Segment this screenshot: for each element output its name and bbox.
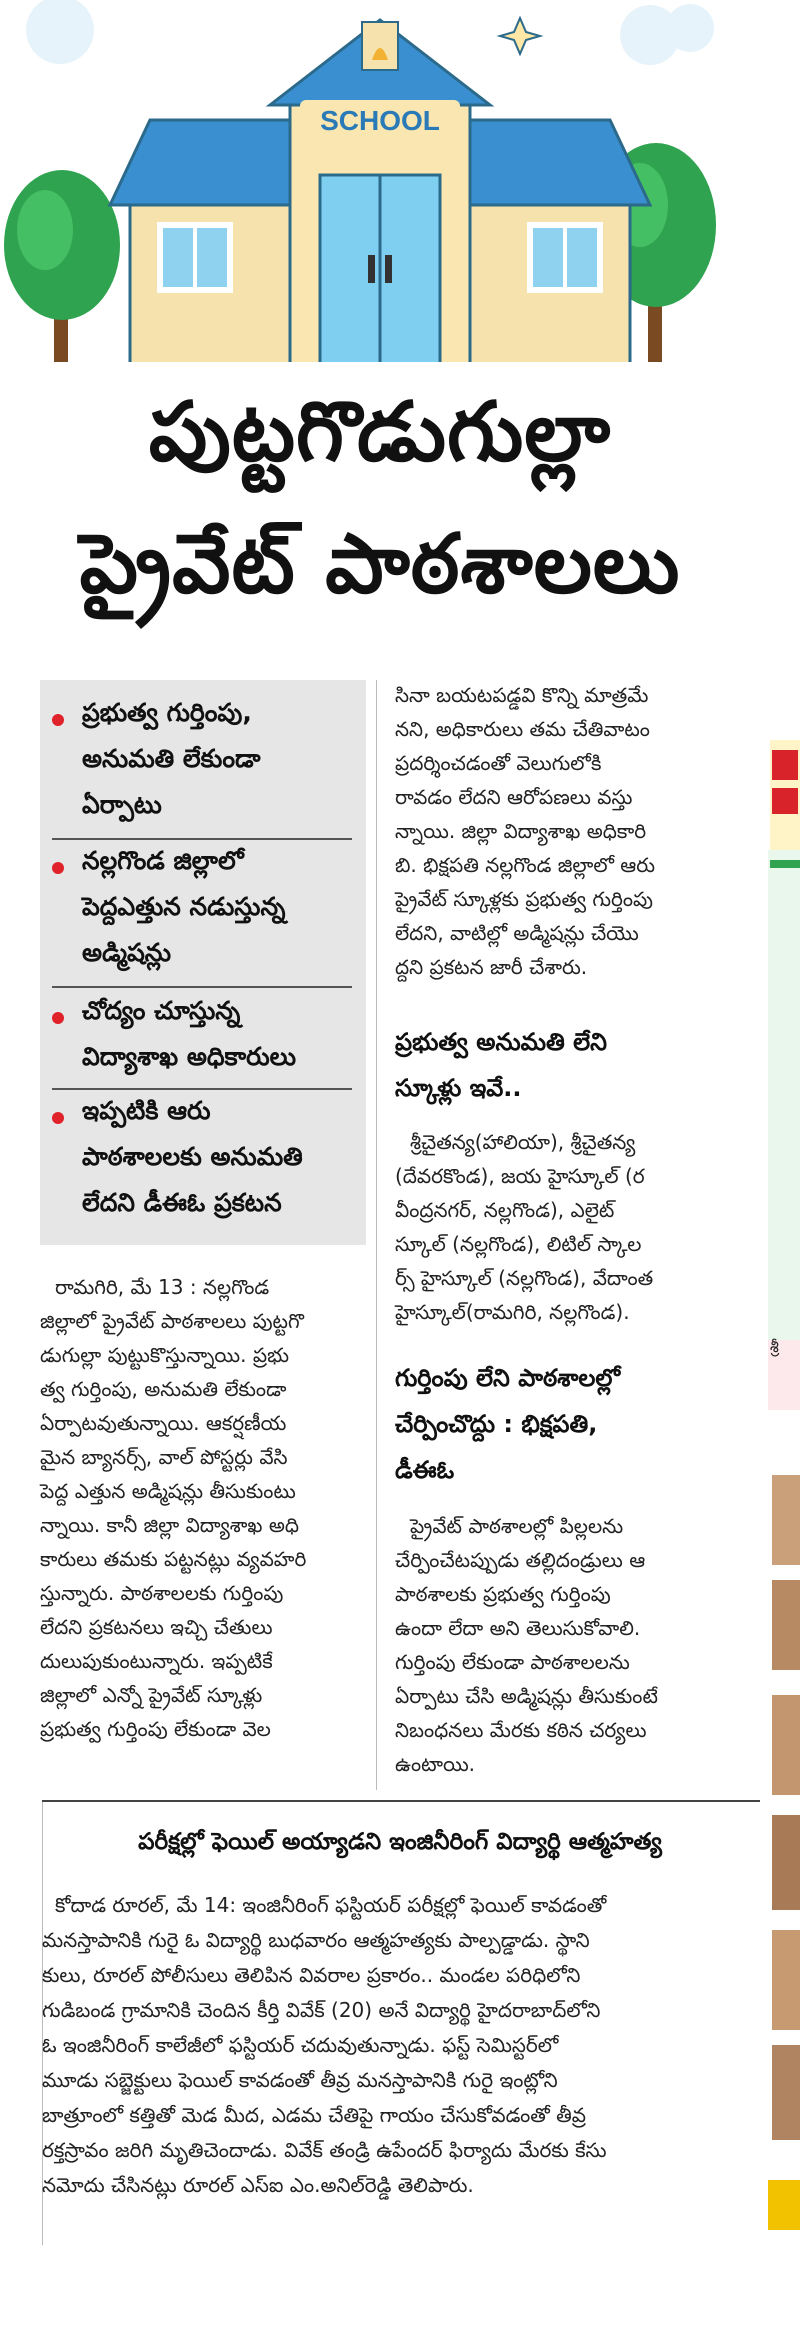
cloud-shape <box>666 4 714 52</box>
body-line: నమోదు చేసినట్లు రూరల్ ఎస్ఐ ఎం.అనిల్‌రెడ్డి తెలిపారు. <box>42 2173 474 2197</box>
quote-line: ఉంటాయి. <box>395 1752 476 1776</box>
quote-line: ఉందా లేదా అని తెలుసుకోవాలి. <box>395 1616 641 1640</box>
body-line: లేదని, వాటిల్లో అడ్మిషన్లు చేయొ <box>395 921 639 945</box>
highlight-line: అనుమతి లేకుండా <box>82 744 261 773</box>
body-line: లేదని ప్రకటనలు ఇచ్చి చేతులు <box>40 1615 273 1639</box>
body-line: రామగిరి, మే 13 : నల్లగొండ <box>55 1275 270 1299</box>
body-line: ప్రదర్శించడంతో వెలుగులోకి <box>395 751 602 775</box>
school-list-line: ర్స్ హైస్కూల్ (నల్లగొండ), వేదాంత <box>395 1266 654 1290</box>
body-line: త్వ గుర్తింపు, అనుమతి లేకుండా <box>40 1377 287 1401</box>
subheading: స్కూళ్లు ఇవే.. <box>395 1074 522 1102</box>
bullet-icon <box>52 714 64 726</box>
divider <box>52 1088 352 1090</box>
body-line: మైన బ్యానర్స్, వాల్ పోస్టర్లు వేసి <box>40 1445 288 1469</box>
highlight-line: పాఠశాలలకు అనుమతి <box>82 1142 303 1171</box>
body-line: ఓ ఇంజినీరింగ్ కాలేజీలో ఫస్టియర్ చదువుతున్నాడు. ఫస్ట్ సెమిస్టర్‌లో <box>42 2033 559 2057</box>
school-list-line: స్కూల్ (నల్లగొండ), లిటిల్ స్కాల <box>395 1232 642 1256</box>
highlight-line: ప్రభుత్వ గుర్తింపు, <box>82 698 252 727</box>
school-list-line: హైస్కూల్(రామగిరి, నల్లగొండ). <box>395 1300 630 1324</box>
subheading: డీఈఓ <box>395 1456 455 1484</box>
school-list-line: వీంద్రనగర్, నల్లగొండ), ఎలైట్ <box>395 1198 615 1222</box>
highlights-box <box>40 680 366 1245</box>
body-line: నని, అధికారులు తమ చేతివాటం <box>395 717 650 741</box>
adjacent-ad-strip <box>768 740 800 2260</box>
body-line: స్తున్నారు. పాఠశాలలకు గుర్తింపు <box>40 1581 284 1605</box>
highlight-line: అడ్మిషన్లు <box>82 938 172 967</box>
highlight-line: ఏర్పాటు <box>82 790 162 819</box>
school-illustration <box>0 0 760 372</box>
article2-headline: పరీక్షల్లో ఫెయిల్ అయ్యాడని ఇంజినీరింగ్ విద్యార్థి ఆత్మహత్య <box>138 1829 662 1855</box>
quote-line: గుర్తింపు లేకుండా పాఠశాలలను <box>395 1650 630 1674</box>
body-line: డుగుల్లా పుట్టుకొస్తున్నాయి. ప్రభు <box>40 1343 289 1367</box>
body-line: కోదాడ రూరల్, మే 14: ఇంజినీరింగ్ ఫస్టియర్ పరీక్షల్లో ఫెయిల్ కావడంతో <box>55 1893 607 1917</box>
body-line: రక్తస్రావం జరిగి మృతిచెందాడు. వివేక్ తండ్రి ఉపేందర్ ఫిర్యాదు మేరకు కేసు <box>42 2138 607 2162</box>
school-list-line: (దేవరకొండ), జయ హైస్కూల్ (ర <box>395 1164 645 1188</box>
highlight-line: నల్లగొండ జిల్లాలో <box>82 846 244 875</box>
subheading: చేర్పించొద్దు : భిక్షపతి, <box>395 1410 598 1438</box>
body-line: రావడం లేదని ఆరోపణలు వస్తు <box>395 785 633 809</box>
column-divider <box>376 680 377 1790</box>
quote-line: పాఠశాలకు ప్రభుత్వ గుర్తింపు <box>395 1582 611 1606</box>
body-line: జిల్లాలో ప్రైవేట్ పాఠశాలలు పుట్టగొ <box>40 1309 304 1333</box>
subheading: గుర్తింపు లేని పాఠశాలల్లో <box>395 1364 621 1392</box>
body-line: గుడిబండ గ్రామానికి చెందిన కీర్తి వివేక్ (20) అనే విద్యార్థి హైదరాబాద్‌లోని <box>42 1998 601 2022</box>
quote-line: చేర్పించేటప్పుడు తల్లిదండ్రులు ఆ <box>395 1548 646 1572</box>
body-line: సినా బయటపడ్డవి కొన్ని మాత్రమే <box>395 683 649 707</box>
divider <box>52 838 352 840</box>
highlight-line: పెద్దఎత్తున నడుస్తున్న <box>82 892 286 921</box>
headline-line2: ప్రైవేట్ పాఠశాలలు <box>79 517 681 612</box>
bullet-icon <box>52 862 64 874</box>
quote-line: ప్రైవేట్ పాఠశాలల్లో పిల్లలను <box>410 1514 624 1538</box>
article-separator <box>42 1800 760 1802</box>
body-line: పెద్ద ఎత్తున అడ్మిషన్లు తీసుకుంటు <box>40 1479 296 1503</box>
body-line: న్నాయి. కానీ జిల్లా విద్యాశాఖ అధి <box>40 1513 299 1537</box>
body-line: ప్రభుత్వ గుర్తింపు లేకుండా వెల <box>40 1717 271 1741</box>
bullet-icon <box>52 1012 64 1024</box>
subheading: ప్రభుత్వ అనుమతి లేని <box>395 1028 607 1056</box>
highlight-line: ఇప్పటికి ఆరు <box>82 1096 211 1125</box>
school-list-line: శ్రీచైతన్య(హాలియా), శ్రీచైతన్య <box>410 1130 636 1154</box>
body-line: కారులు తమకు పట్టనట్లు వ్యవహరి <box>40 1547 307 1571</box>
quote-line: ఏర్పాటు చేసి అడ్మిషన్లు తీసుకుంటే <box>395 1684 658 1708</box>
body-line: ఏర్పాటవుతున్నాయి. ఆకర్షణీయ <box>40 1411 287 1435</box>
body-line: ద్దని ప్రకటన జారీ చేశారు. <box>395 955 588 979</box>
highlight-line: విద్యాశాఖ అధికారులు <box>82 1042 297 1071</box>
body-line: మనస్తాపానికి గురై ఓ విద్యార్థి బుధవారం ఆత్మహత్యకు పాల్పడ్డాడు. స్థాని <box>42 1928 590 1952</box>
headline-line1: పుట్టగొడుగుల్లా <box>148 385 612 480</box>
body-line: దులుపుకుంటున్నారు. ఇప్పటికే <box>40 1649 273 1673</box>
body-line: ప్రైవేట్ స్కూళ్లకు ప్రభుత్వ గుర్తింపు <box>395 887 653 911</box>
highlight-line: చోద్యం చూస్తున్న <box>82 996 241 1025</box>
school-sign: SCHOOL <box>320 105 440 136</box>
ad-fragment-text: శ్రీ <box>770 1337 779 1356</box>
body-line: న్నాయి. జిల్లా విద్యాశాఖ అధికారి <box>395 819 647 843</box>
divider <box>52 986 352 988</box>
body-line: కులు, రూరల్ పోలీసులు తెలిపిన వివరాల ప్రకారం.. మండల పరిధిలోని <box>42 1963 581 1987</box>
highlight-line: లేదని డీఈఓ ప్రకటన <box>82 1188 282 1217</box>
body-line: బాత్రూంలో కత్తితో మెడ మీద, ఎడమ చేతిపై గాయం చేసుకోవడంతో తీవ్ర <box>42 2103 586 2127</box>
body-line: మూడు సబ్జెక్టులు ఫెయిల్ కావడంతో తీవ్ర మనస్తాపానికి గురై ఇంట్లోని <box>42 2068 558 2092</box>
bullet-icon <box>52 1112 64 1124</box>
quote-line: నిబంధనలు మేరకు కఠిన చర్యలు <box>395 1718 647 1742</box>
body-line: బి. భిక్షపతి నల్లగొండ జిల్లాలో ఆరు <box>395 853 656 877</box>
body-line: జిల్లాలో ఎన్నో ప్రైవేట్ స్కూళ్లు <box>40 1683 263 1707</box>
